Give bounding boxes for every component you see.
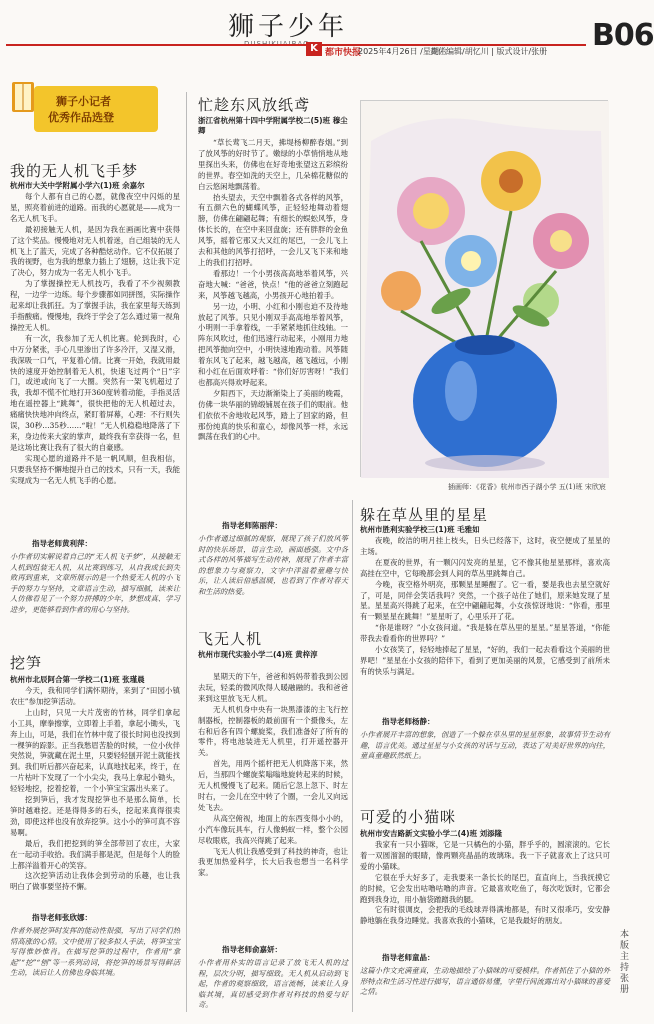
article-author: 杭州市大关中学附属小学六(1)班 余嘉尔 <box>10 181 145 190</box>
illustration <box>360 100 608 477</box>
teacher-comment: 小作者切实解说着自己的“无人机飞手梦”，从接触无人机到组装无人机，从比赛到练习，从自我成长到失败再到重来，文章所展示的是一个热爱无人机的小飞手的努力与坚持，文章语言生动，描写细腻，读来让人仿佛看见了一个努力拼搏的少年，梦想成真、学习进步，更能够看到作者的用心与坚持。 <box>10 552 180 614</box>
article-title: 可爱的小猫咪 <box>360 808 457 826</box>
article-body <box>10 686 180 906</box>
badge-line-1: 狮子小记者 <box>56 95 111 108</box>
paragraph: “草长莺飞二月天，拂堤杨柳醉春烟。”到了放风筝的好时节了。嫩绿的小草悄悄地从地里探出头来，仿佛也在好奇地张望这五彩缤纷的世界。春空如洗的天空上，几朵棉花糖似的白云悠闲地飘荡着。 <box>198 138 348 191</box>
paragraph: “你是谁呀？”小女孩问道。“我是躲在草丛里的星星。”星星答道，“你能带我去看看你的世界吗？” <box>360 623 610 644</box>
paragraph: 上山时，只见一大片茂密的竹林，同学们拿起小工具，摩拳擦掌，立即着上手着，拿起小锄头，飞奔上山，可是，我们在竹林中竟了很长时间也没找到一棵笋的踪影。正当我愁眉苦脸的时候，一位小伙伴突然说，笋就藏在泥土里，只要轻轻刨开泥土就能找到。我们听后都兴奋起来，认真地找起来，终于，在一片枯叶下发现了一个小尖尖，我马上拿起小锄头，轻轻地挖，挖着挖着，一个小笋宝宝露出头来了。 <box>10 707 180 794</box>
host-credit: 本版主持 张册 <box>620 930 630 995</box>
paragraph: 夕阳西下，天边渐渐染上了美丽的晚霞，仿佛一块华丽的锦缎铺展在孩子们的眼前。他们依依不舍地收起风筝，踏上了回家的路，但那份纯真的快乐和童心，却像风筝一样，永远飘荡在我们的心中。 <box>198 388 348 442</box>
article-author: 杭州市北辰阿合第一学校二(1)班 张瑾晨 <box>10 675 145 684</box>
teacher-comment: 小作者用朴实的语言记录了放飞无人机的过程，层次分明，描写细致。无人机从启动到飞起，作者的观察细致，语言流畅，读来让人身临其境，真切感受到作者对科技的热爱与好奇。 <box>198 958 348 1010</box>
illustration-caption: 插画师：《花香》杭州市西子湖小学 五(1)班 宋欣宸 <box>448 483 606 491</box>
article-title: 我的无人机飞手梦 <box>10 162 139 180</box>
paragraph: 这次挖笋活动让我体会到劳动的乐趣，也让我明白了做事要坚持不懈。 <box>10 871 180 892</box>
article-author: 浙江省杭州第十四中学附属学校二(5)班 穆尘卿 <box>198 116 348 135</box>
comment-heading: 指导老师俞嘉妍： <box>222 945 282 954</box>
column-divider <box>352 500 353 1012</box>
badge-line-2: 优秀作品选登 <box>48 111 114 124</box>
teacher-comment: 小作者通过细腻的观察，展现了孩子们放风筝时的快乐场景，语言生动，画面感强。文中各式各样的风筝描写生动传神，展现了作者丰富的想象力与观察力，文字中洋溢着童趣与快乐，让人读后倍感温暖，也看到了作者对春天和生活的热爱。 <box>198 534 348 596</box>
paragraph: 飞无人机让我感受到了科技的神奇，也让我更加热爱科学，长大后我也想当一名科学家。 <box>198 846 348 878</box>
paragraph: 夜晚，皎洁的明月挂上枝头，日头已经落下，这时，夜空便成了星星的主场。 <box>360 536 610 556</box>
article-body <box>198 138 348 508</box>
teacher-comment: 小作者展开丰富的想象，创造了一个躲在草丛里的星星形象，故事情节生动有趣，语言优美。通过星星与小女孩的对话与互动，表达了对美好世界的向往，童真童趣跃然纸上。 <box>360 730 610 761</box>
article-author: 杭州市胜利实验学校三(1)班 毛雅如 <box>360 525 480 534</box>
article-title: 挖笋 <box>10 654 43 672</box>
teacher-comment: 作者外展挖笋时发挥的能动性很强，写出了同学们热情高涨的心情。文中使用了较多拟人手法，将笋宝宝写得惟妙惟肖。在描写挖笋的过程中，作者用“拿起”“挖”“刨”等一系列动词，将挖笋的场景写得鲜活生动，读后让人仿佛也身临其境。 <box>10 926 180 978</box>
comment-heading: 指导老师陈丽萍： <box>222 521 282 530</box>
comment-heading: 指导老师黄利萍： <box>32 539 92 548</box>
paragraph: 看那边！一个小男孩高高地举着风筝，兴奋地大喊：“爸爸，快点！”他的爸爸立刻跑起来，风筝越飞越高，小男孩开心地拍着手。 <box>198 268 348 300</box>
comment-heading: 指导老师童晶： <box>382 953 435 962</box>
article-body <box>198 672 348 936</box>
paragraph: 实现心愿的道路并不是一帆风顺，但我相信，只要我坚持不懈地提升自己的技术，只有一天，我能实现成为一名无人机飞手的心愿。 <box>10 453 180 485</box>
paragraph: 我家有一只小猫咪，它是一只橘色的小猫，胖乎乎的，圆滚滚的。它长着一双圆溜溜的眼睛，像两颗亮晶晶的玻璃珠。我一下子就喜欢上了这只可爱的小猫咪。 <box>360 840 610 871</box>
article-body <box>10 192 180 526</box>
article-body <box>360 840 610 938</box>
flower-vase-painting <box>361 101 609 478</box>
column-divider <box>186 92 187 1012</box>
paragraph: 从高空俯视，地面上的东西变得小小的，小汽车像玩具车，行人像蚂蚁一样，整个公园尽收眼底，我高兴得跳了起来。 <box>198 813 348 845</box>
teacher-comment: 这篇小作文充满童真，生动地描绘了小猫咪的可爱模样。作者抓住了小猫的外形特点和生活习性进行描写，语言通俗易懂，字里行间流露出对小猫咪的喜爱之情。 <box>360 966 610 997</box>
paragraph: 抬头望去，天空中飘着各式各样的风筝，有五颜六色的蝴蝶风筝，正轻轻地舞动着翅膀，仿佛在翩翩起舞；有细长的蜈蚣风筝，身体长长的，在空中来回盘旋；还有胖胖的金鱼风筝，摇着它那又大又红的尾巴，一会儿飞上去和其他的风筝打招呼，一会儿又飞下来和地上的我们打招呼。 <box>198 192 348 267</box>
page-number: B06 <box>592 18 654 53</box>
paragraph: 星期天的下午，爸爸和妈妈带着我到公园去玩，轻柔的微风吹得人暖融融的。我和爸爸来到这里放飞无人机。 <box>198 672 348 703</box>
article-title: 忙趁东风放纸鸢 <box>198 96 311 114</box>
paragraph: 今晚，夜空格外明亮，那颗星星睡醒了。它一看，要是我也去星空就好了，可是，同伴会笑话我吗？突然，一个孩子站住了她们，原来她发现了星星。星星高兴得跳了起来，在空中翩翩起舞，小女孩惊讶地说：“你看，那里有一颗星星在跳舞！”星星听了，心里乐开了花。 <box>360 579 610 622</box>
paragraph: 挖到笋后，我才发现挖笋也不是那么简单，长笋时越难挖。还是得得多的石头，挖起来真得很卖劲，即使这样也没有放弃挖笋。这小小的笋可真不容易啊。 <box>10 795 180 837</box>
article-title: 躲在草丛里的星星 <box>360 506 489 524</box>
paragraph: 最后，我们把挖到的笋全部带回了农庄，大家在一起动手收拾。我们满手都是泥，但是每个人的脸上都洋溢着开心的笑容。 <box>10 838 180 870</box>
comment-heading: 指导老师杨静： <box>382 717 435 726</box>
paragraph: 为了掌握操控无人机技巧，我看了不少视频教程，一边学一边练。每个步骤都如同拼图，实际操作起来却让我抓狂。为了掌握手法，我在家里每天练到手指酸痛。慢慢地，我终于学会了怎么通过第一视角操控无人机。 <box>10 279 180 332</box>
paragraph: 每个人都有自己的心愿，就像夜空中闪烁的星星，照亮着前进的道路。而我的心愿就是——成为一名无人机飞手。 <box>10 192 180 223</box>
editor-credit: 责任编辑/胡忆川 | 版式设计/张册 <box>430 47 548 56</box>
paragraph: 另一边，小明、小红和小刚也迫不及待地放起了风筝。只见小刚双手高高地举着风筝，小明则一手拿着线，一手紧紧地抓住线轴。一阵东风吹过，他们迅速行动起来，小刚用力地把风筝抛向空中，小明快速地跑动着。风筝随着东风飞了起来，越飞越高，越飞越远，小刚和小红在后面欢呼着：“你们好厉害呀！”我们也都高兴得欢呼起来。 <box>198 301 348 387</box>
article-body <box>360 536 610 704</box>
paragraph: 最初接触无人机，是因为我在画画比赛中获得了这个奖品。慢慢地对无人机着迷，自己组装的无人机飞上了蓝天，完成了各种酷炫动作。它不仅拓展了我的视野，也为我的想象力插上了翅膀，这让我下定了决心，努力成为一名无人机小飞手。 <box>10 224 180 278</box>
article-author: 杭州市现代实验小学二(4)班 黄梓淳 <box>198 650 318 659</box>
issue-date: 2025年4月26日 /星期六 <box>358 47 447 56</box>
paragraph: 它很在乎大好多了，走我要来一条长长的尾巴，直直向上，当我抚摸它的时候，它会发出咕噜咕噜的声音。它最喜欢吃鱼了，每次吃饭时，它都会跑到我身边，用小脑袋蹭蹭我的腿。 <box>360 872 610 904</box>
brand-name: 都市快报 <box>325 48 362 58</box>
page-title: 狮子少年 <box>228 12 349 42</box>
comment-heading: 指导老师张欣娜： <box>32 913 92 922</box>
paragraph: 小女孩笑了，轻轻地捧起了星星，“好的，我们一起去看看这个美丽的世界吧！”星星在小女孩的陪伴下，看到了更加美丽的风景，它感受到了前所未有的快乐与满足。 <box>360 645 610 676</box>
paragraph: 首先，用两个摇杆把无人机降落下来，然后，当那四个螺旋桨嗡嗡地旋转起来的时候，无人机慢慢飞了起来。随后它忽上忽下、时左时右，一会儿在空中转了个圈，一会儿又向远处飞去。 <box>198 759 348 812</box>
paragraph: 今天，我和同学们满怀期待，来到了“田园小镇农庄”参加挖笋活动。 <box>10 686 180 706</box>
article-author: 杭州市安吉路新文实验小学二(4)班 刘添隆 <box>360 829 503 838</box>
article-title: 飞无人机 <box>198 630 263 648</box>
paragraph: 在夏夜的世界，有一颗闪闪发亮的星星，它不像其他星星那样，喜欢高高挂在空中，它每晚都会到人间的草丛里跳舞自己。 <box>360 557 610 578</box>
paragraph: 无人机机身中央有一块黑漆漆的主飞行控制器板，控制器板的最前面有一个摄像头，左右和后各有四个螺旋桨，我们准备好了所有的零件，将电池装进无人机里，打开遥控器开关。 <box>198 704 348 758</box>
paragraph: 有一次，我参加了无人机比赛。轮到我时，心中万分紧张，手心几里渗出了许多冷汗，又湿又滑，我深吸一口气，平复着心情。比赛一开始，我就用最快的速度开始控制着无人机，快速飞过两个“日”字门，或逆或向飞了一大圈。突然有一架飞机超过了我，我却不慌不忙地打开360度转着动能，手指灵活地在遥控器上“跳舞”，很快把他的无人机超过去，痛痛快快地冲向终点，紧盯着屏幕，心理：不行则失误，30秒…35秒……“啦！”无人机稳稳地降落了下来，身边传来大家的掌声，最终我有幸获得一名，但是这场比赛让我有了很大的自豪感。 <box>10 333 180 452</box>
book-icon <box>10 78 36 114</box>
paragraph: 它有时很调皮，会把我的毛线球弄得满地都是，有时又很乖巧，安安静静地躺在我身边睡觉。我喜欢我的小猫咪，它是我最好的朋友。 <box>360 905 610 926</box>
k-logo-icon: K <box>306 42 322 56</box>
